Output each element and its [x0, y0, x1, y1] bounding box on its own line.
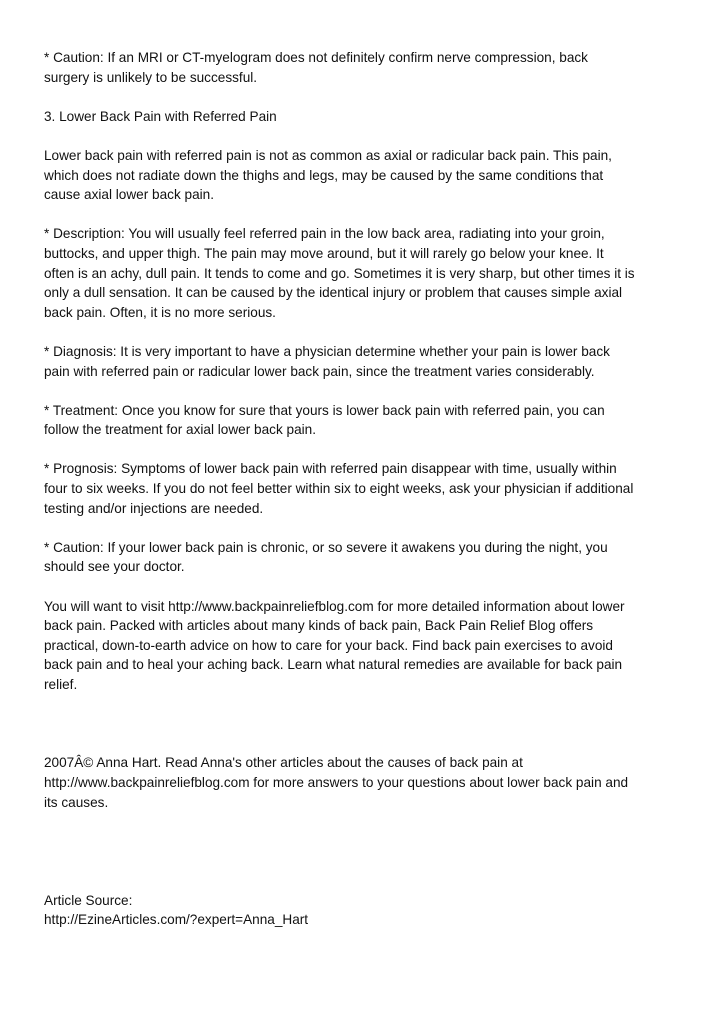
- section-heading: [44, 107, 694, 127]
- text-line: You will want to visit http://www.backpainreliefblog.com for more detailed information about lower: [44, 598, 625, 614]
- text-line: practical, down-to-earth advice on how to care for your back. Find back pain exercises to avoid: [44, 637, 613, 653]
- source-label: Article Source:: [44, 892, 133, 908]
- copyright-paragraph: [44, 753, 694, 812]
- text-line: * Caution: If an MRI or CT-myelogram does not definitely confirm nerve compression, back: [44, 50, 588, 65]
- prognosis-paragraph: [44, 459, 694, 518]
- article-source: [44, 891, 694, 930]
- text-line: cause axial lower back pain.: [44, 187, 215, 203]
- text-line: * Prognosis: Symptoms of lower back pain with referred pain disappear with time, usually within: [44, 461, 617, 477]
- text-line: back pain. Packed with articles about many kinds of back pain, Back Pain Relief Blog offers: [44, 618, 594, 634]
- text-line: Lower back pain with referred pain is not as common as axial or radicular back pain. This pain,: [44, 147, 612, 163]
- caution-paragraph: [44, 48, 694, 87]
- intro-paragraph: [44, 146, 694, 205]
- text-line: pain with referred pain or radicular lower back pain, since the treatment varies considerably.: [44, 363, 595, 379]
- text-line: which does not radiate down the thighs and legs, may be caused by the same conditions that: [44, 167, 604, 183]
- diagnosis-paragraph: [44, 342, 694, 381]
- text-line: * Description: You will usually feel referred pain in the low back area, radiating into your groin,: [44, 226, 605, 242]
- document-page: [44, 48, 694, 930]
- description-paragraph: [44, 224, 694, 322]
- text-line: 2007Â© Anna Hart. Read Anna's other articles about the causes of back pain at: [44, 755, 523, 771]
- text-line: http://www.backpainreliefblog.com for more answers to your questions about lower back pain and: [44, 774, 629, 790]
- text-line: back pain and to heal your aching back. Learn what natural remedies are available for back pain: [44, 657, 623, 673]
- text-line: follow the treatment for axial lower back pain.: [44, 422, 317, 438]
- text-line: four to six weeks. If you do not feel better within six to eight weeks, ask your physician if additional: [44, 481, 634, 497]
- text-line: only a dull sensation. It can be caused by the identical injury or problem that causes simple axial: [44, 285, 623, 301]
- text-line: testing and/or injections are needed.: [44, 500, 264, 516]
- text-line: back pain. Often, it is no more serious.: [44, 304, 276, 320]
- text-line: surgery is unlikely to be successful.: [44, 69, 258, 85]
- caution-paragraph: [44, 538, 694, 577]
- heading-line: 3. Lower Back Pain with Referred Pain: [44, 108, 277, 124]
- text-line: relief.: [44, 677, 78, 692]
- text-line: often is an achy, dull pain. It tends to come and go. Sometimes it is very sharp, but other times it is: [44, 265, 635, 281]
- text-line: * Diagnosis: It is very important to have a physician determine whether your pain is lower back: [44, 343, 610, 359]
- text-line: should see your doctor.: [44, 559, 185, 575]
- text-line: * Treatment: Once you know for sure that yours is lower back pain with referred pain, you can: [44, 402, 605, 418]
- text-line: its causes.: [44, 794, 109, 810]
- visit-paragraph: [44, 597, 694, 695]
- text-line: buttocks, and upper thigh. The pain may move around, but it will rarely go below your knee. It: [44, 245, 604, 261]
- source-url: http://EzineArticles.com/?expert=Anna_Hart: [44, 912, 309, 928]
- text-line: * Caution: If your lower back pain is chronic, or so severe it awakens you during the night, you: [44, 539, 608, 555]
- treatment-paragraph: [44, 401, 694, 440]
